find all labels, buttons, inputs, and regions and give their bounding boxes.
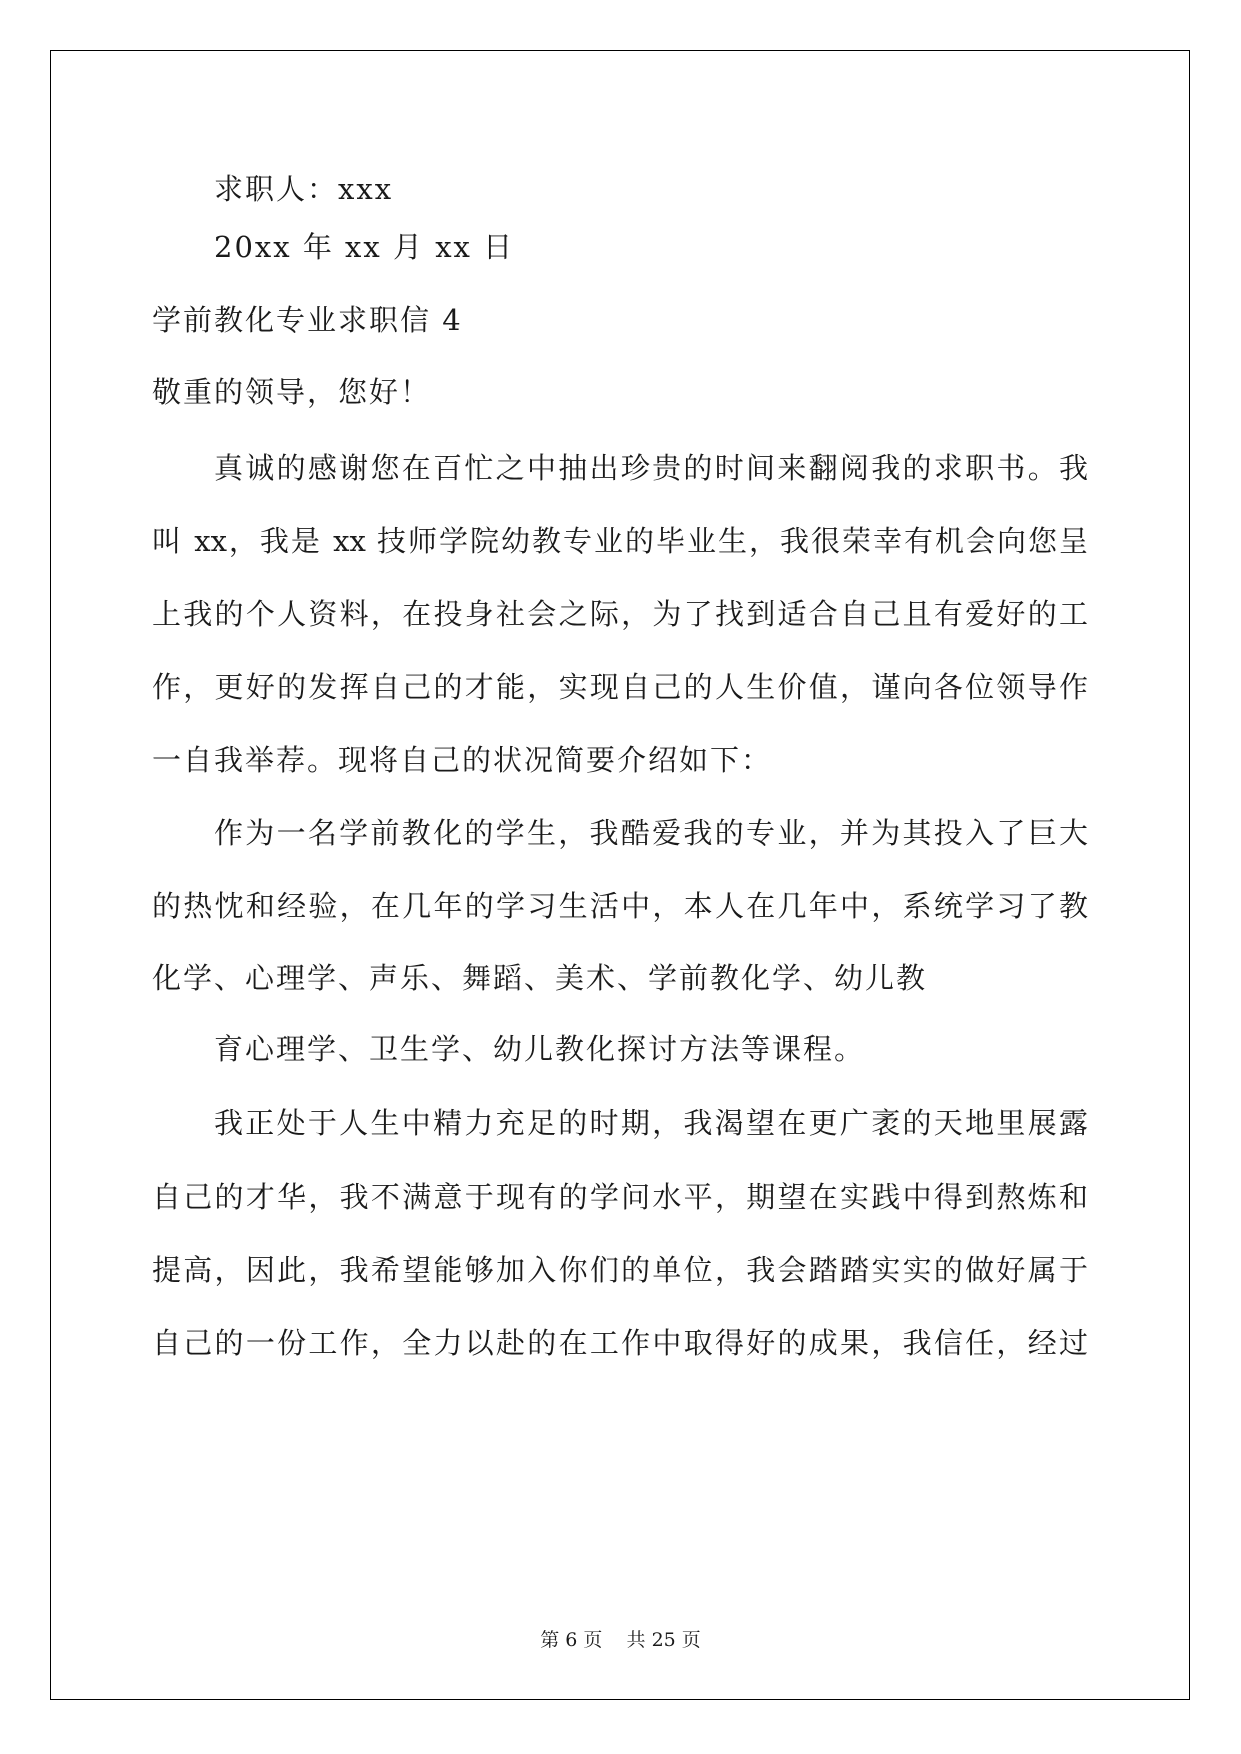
body-line: 自己的才华，我不满意于现有的学问水平，期望在实践中得到熬炼和	[152, 1180, 1088, 1214]
date-line: 20xx 年 xx 月 xx 日	[214, 230, 515, 264]
page-number: 第 6 页 共 25 页	[540, 1629, 701, 1651]
body-line: 化学、心理学、声乐、舞蹈、美术、学前教化学、幼儿教	[152, 961, 928, 995]
body-line: 一自我举荐。现将自己的状况简要介绍如下：	[152, 743, 773, 777]
body-line: 叫 xx，我是 xx 技师学院幼教专业的毕业生，我很荣幸有机会向您呈	[152, 524, 1088, 558]
letter-heading: 学前教化专业求职信 4	[152, 303, 463, 337]
page-border	[50, 50, 1190, 1700]
body-line: 真诚的感谢您在百忙之中抽出珍贵的时间来翻阅我的求职书。我	[214, 451, 1088, 485]
body-line: 自己的一份工作，全力以赴的在工作中取得好的成果，我信任，经过	[152, 1326, 1088, 1360]
body-line: 上我的个人资料，在投身社会之际，为了找到适合自己且有爱好的工	[152, 597, 1088, 631]
body-line: 育心理学、卫生学、幼儿教化探讨方法等课程。	[214, 1032, 866, 1066]
applicant-line: 求职人：xxx	[214, 172, 394, 206]
salutation: 敬重的领导，您好！	[152, 375, 432, 409]
body-line: 的热忱和经验，在几年的学习生活中，本人在几年中，系统学习了教	[152, 889, 1088, 923]
body-line: 作为一名学前教化的学生，我酷爱我的专业，并为其投入了巨大	[214, 816, 1088, 850]
body-line: 作，更好的发挥自己的才能，实现自己的人生价值，谨向各位领导作	[152, 670, 1088, 704]
body-line: 提高，因此，我希望能够加入你们的单位，我会踏踏实实的做好属于	[152, 1253, 1088, 1287]
body-line: 我正处于人生中精力充足的时期，我渴望在更广袤的天地里展露	[214, 1106, 1088, 1140]
